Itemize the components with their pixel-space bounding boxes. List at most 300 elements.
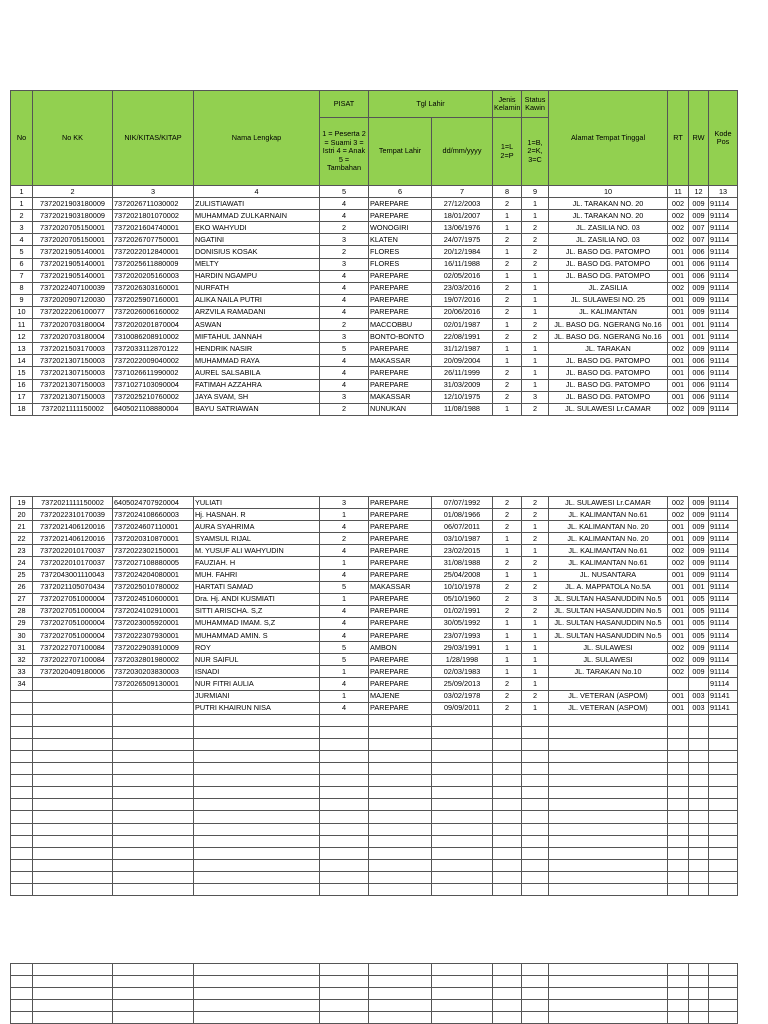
header-kode-pos: Kode Pos bbox=[709, 91, 738, 186]
cell-nik bbox=[113, 976, 194, 988]
cell-jenis-kelamin bbox=[493, 835, 522, 847]
cell-jenis-kelamin: 1 bbox=[493, 654, 522, 666]
cell-rw: 006 bbox=[689, 355, 709, 367]
cell-no: 14 bbox=[11, 355, 33, 367]
cell-rt: 002 bbox=[668, 557, 689, 569]
cell-tgl-lahir: 07/07/1992 bbox=[432, 497, 493, 509]
cell-rw bbox=[689, 884, 709, 896]
table-row bbox=[11, 343, 738, 355]
cell-alamat bbox=[549, 678, 668, 690]
cell-no-kk bbox=[33, 763, 113, 775]
cell-no: 22 bbox=[11, 533, 33, 545]
cell-alamat: JL. SULAWESI bbox=[549, 642, 668, 654]
cell-nama bbox=[194, 847, 320, 859]
cell-no bbox=[11, 702, 33, 714]
cell-tgl-lahir bbox=[432, 976, 493, 988]
cell-status-kawin: 2 bbox=[522, 497, 549, 509]
cell-no-kk bbox=[33, 811, 113, 823]
table-row bbox=[11, 642, 738, 654]
cell-alamat: JL. SULAWESI Lr.CAMAR bbox=[549, 403, 668, 415]
cell-nik bbox=[113, 859, 194, 871]
cell-alamat: JL. A. MAPPATOLA No.5A bbox=[549, 581, 668, 593]
cell-no bbox=[11, 714, 33, 726]
cell-no-kk: 7372021406120016 bbox=[33, 521, 113, 533]
cell-status-kawin bbox=[522, 1000, 549, 1012]
cell-no-kk: 7372027051000004 bbox=[33, 617, 113, 629]
cell-tgl-lahir bbox=[432, 714, 493, 726]
table-row bbox=[11, 654, 738, 666]
cell-kode-pos bbox=[709, 976, 738, 988]
cell-jenis-kelamin: 1 bbox=[493, 545, 522, 557]
cell-no bbox=[11, 690, 33, 702]
cell-nik: 7372024102910001 bbox=[113, 605, 194, 617]
header-nama-lengkap: Nama Lengkap bbox=[194, 91, 320, 186]
cell-tempat-lahir: PAREPARE bbox=[369, 678, 432, 690]
cell-rw bbox=[689, 726, 709, 738]
cell-rt: 002 bbox=[668, 234, 689, 246]
data-table-page-3 bbox=[10, 963, 738, 1024]
cell-rw bbox=[689, 835, 709, 847]
cell-jenis-kelamin bbox=[493, 884, 522, 896]
cell-jenis-kelamin: 2 bbox=[493, 306, 522, 318]
cell-alamat: JL. BASO DG. PATOMPO bbox=[549, 270, 668, 282]
cell-no: 19 bbox=[11, 497, 33, 509]
cell-tempat-lahir: PAREPARE bbox=[369, 270, 432, 282]
cell-nama: PUTRI KHAIRUN NISA bbox=[194, 702, 320, 714]
cell-kode-pos: 91114 bbox=[709, 545, 738, 557]
cell-tgl-lahir: 20/12/1984 bbox=[432, 246, 493, 258]
cell-nik bbox=[113, 714, 194, 726]
cell-rw bbox=[689, 678, 709, 690]
cell-tempat-lahir: MAJENE bbox=[369, 690, 432, 702]
cell-tgl-lahir bbox=[432, 847, 493, 859]
header-no: No bbox=[11, 91, 33, 186]
cell-nik: 7372024108660003 bbox=[113, 509, 194, 521]
cell-no-kk bbox=[33, 678, 113, 690]
cell-rw bbox=[689, 775, 709, 787]
cell-tgl-lahir: 24/07/1975 bbox=[432, 234, 493, 246]
cell-alamat: JL. BASO DG. PATOMPO bbox=[549, 258, 668, 270]
cell-rt bbox=[668, 811, 689, 823]
cell-status-kawin: 3 bbox=[522, 391, 549, 403]
cell-no-kk: 7372022407100039 bbox=[33, 282, 113, 294]
cell-status-kawin: 1 bbox=[522, 210, 549, 222]
cell-rt: 002 bbox=[668, 222, 689, 234]
cell-no-kk: 7372021905140001 bbox=[33, 246, 113, 258]
cell-tgl-lahir: 20/09/2004 bbox=[432, 355, 493, 367]
cell-tgl-lahir: 01/02/1991 bbox=[432, 605, 493, 617]
table-row bbox=[11, 533, 738, 545]
cell-no-kk: 7372021307150003 bbox=[33, 355, 113, 367]
cell-rw bbox=[689, 871, 709, 883]
cell-rw bbox=[689, 1000, 709, 1012]
column-number: 4 bbox=[194, 186, 320, 198]
cell-no: 5 bbox=[11, 246, 33, 258]
cell-no: 2 bbox=[11, 210, 33, 222]
cell-nama bbox=[194, 835, 320, 847]
cell-tgl-lahir: 02/01/1987 bbox=[432, 319, 493, 331]
cell-alamat: JL. ZASILIA bbox=[549, 282, 668, 294]
cell-kode-pos: 91114 bbox=[709, 198, 738, 210]
cell-no: 16 bbox=[11, 379, 33, 391]
cell-kode-pos: 91114 bbox=[709, 306, 738, 318]
column-number: 8 bbox=[493, 186, 522, 198]
cell-rt: 002 bbox=[668, 210, 689, 222]
cell-nama: NGATINI bbox=[194, 234, 320, 246]
cell-alamat: JL. VETERAN (ASPOM) bbox=[549, 690, 668, 702]
cell-jenis-kelamin: 2 bbox=[493, 294, 522, 306]
cell-jenis-kelamin bbox=[493, 1000, 522, 1012]
cell-no: 32 bbox=[11, 654, 33, 666]
cell-tgl-lahir: 23/02/2015 bbox=[432, 545, 493, 557]
cell-status-kawin bbox=[522, 714, 549, 726]
cell-tgl-lahir: 05/10/1960 bbox=[432, 593, 493, 605]
cell-alamat bbox=[549, 787, 668, 799]
cell-jenis-kelamin bbox=[493, 799, 522, 811]
cell-rw: 009 bbox=[689, 666, 709, 678]
cell-rw: 001 bbox=[689, 331, 709, 343]
cell-tgl-lahir: 27/12/2003 bbox=[432, 198, 493, 210]
cell-rw: 009 bbox=[689, 545, 709, 557]
cell-rt: 002 bbox=[668, 545, 689, 557]
cell-kode-pos bbox=[709, 775, 738, 787]
cell-jenis-kelamin: 1 bbox=[493, 319, 522, 331]
cell-tempat-lahir: PAREPARE bbox=[369, 210, 432, 222]
cell-pisat bbox=[320, 714, 369, 726]
cell-alamat bbox=[549, 823, 668, 835]
cell-nik bbox=[113, 763, 194, 775]
cell-jenis-kelamin bbox=[493, 726, 522, 738]
cell-kode-pos: 91141 bbox=[709, 690, 738, 702]
cell-tgl-lahir: 29/03/1991 bbox=[432, 642, 493, 654]
cell-status-kawin: 1 bbox=[522, 654, 549, 666]
cell-rw: 003 bbox=[689, 690, 709, 702]
cell-tempat-lahir: PAREPARE bbox=[369, 509, 432, 521]
cell-status-kawin bbox=[522, 964, 549, 976]
cell-rt: 001 bbox=[668, 294, 689, 306]
cell-tgl-lahir: 22/08/1991 bbox=[432, 331, 493, 343]
cell-rt: 001 bbox=[668, 581, 689, 593]
cell-jenis-kelamin: 2 bbox=[493, 497, 522, 509]
cell-tempat-lahir bbox=[369, 799, 432, 811]
cell-jenis-kelamin: 1 bbox=[493, 343, 522, 355]
cell-no bbox=[11, 988, 33, 1000]
cell-kode-pos: 91114 bbox=[709, 642, 738, 654]
cell-rt bbox=[668, 964, 689, 976]
cell-pisat bbox=[320, 859, 369, 871]
cell-nik: 7372024510600001 bbox=[113, 593, 194, 605]
cell-rt bbox=[668, 835, 689, 847]
cell-status-kawin: 1 bbox=[522, 617, 549, 629]
cell-no: 21 bbox=[11, 521, 33, 533]
cell-status-kawin bbox=[522, 976, 549, 988]
cell-alamat: JL. TARAKAN NO. 20 bbox=[549, 210, 668, 222]
table-row bbox=[11, 702, 738, 714]
cell-jenis-kelamin bbox=[493, 714, 522, 726]
cell-alamat: JL. SULTAN HASANUDDIN No.5 bbox=[549, 630, 668, 642]
cell-tempat-lahir bbox=[369, 738, 432, 750]
cell-kode-pos: 91114 bbox=[709, 258, 738, 270]
cell-pisat: 2 bbox=[320, 246, 369, 258]
cell-tgl-lahir: 23/07/1993 bbox=[432, 630, 493, 642]
cell-alamat bbox=[549, 738, 668, 750]
cell-no: 4 bbox=[11, 234, 33, 246]
cell-tgl-lahir bbox=[432, 859, 493, 871]
cell-status-kawin: 1 bbox=[522, 198, 549, 210]
cell-alamat: JL. BASO DG. PATOMPO bbox=[549, 246, 668, 258]
cell-no: 8 bbox=[11, 282, 33, 294]
cell-kode-pos: 91114 bbox=[709, 355, 738, 367]
cell-tempat-lahir: PAREPARE bbox=[369, 379, 432, 391]
cell-status-kawin bbox=[522, 859, 549, 871]
header-pisat-legend: 1 = Peserta 2 = Suami 3 = Istri 4 = Anak 5 = Tambahan bbox=[320, 118, 369, 186]
cell-jenis-kelamin bbox=[493, 964, 522, 976]
cell-rw: 001 bbox=[689, 319, 709, 331]
cell-nama: MIFTAHUL JANNAH bbox=[194, 331, 320, 343]
cell-kode-pos bbox=[709, 714, 738, 726]
cell-status-kawin: 2 bbox=[522, 690, 549, 702]
cell-nik: 7372025907160001 bbox=[113, 294, 194, 306]
cell-pisat: 4 bbox=[320, 678, 369, 690]
cell-rw: 009 bbox=[689, 642, 709, 654]
cell-no-kk: 7372022010170037 bbox=[33, 557, 113, 569]
cell-no: 28 bbox=[11, 605, 33, 617]
cell-no bbox=[11, 835, 33, 847]
cell-jenis-kelamin: 1 bbox=[493, 270, 522, 282]
cell-no-kk bbox=[33, 976, 113, 988]
cell-pisat bbox=[320, 763, 369, 775]
cell-rt: 002 bbox=[668, 198, 689, 210]
cell-alamat: JL. SULAWESI Lr.CAMAR bbox=[549, 497, 668, 509]
cell-alamat: JL. KALIMANTAN No. 20 bbox=[549, 533, 668, 545]
cell-status-kawin: 1 bbox=[522, 678, 549, 690]
cell-rt bbox=[668, 976, 689, 988]
cell-status-kawin: 1 bbox=[522, 367, 549, 379]
cell-alamat: JL. BASO DG. NGERANG No.16 bbox=[549, 319, 668, 331]
cell-tempat-lahir: PAREPARE bbox=[369, 569, 432, 581]
cell-rt: 001 bbox=[668, 270, 689, 282]
cell-no bbox=[11, 976, 33, 988]
cell-tempat-lahir: PAREPARE bbox=[369, 666, 432, 678]
table-row bbox=[11, 1000, 738, 1012]
cell-pisat: 2 bbox=[320, 533, 369, 545]
header-no-kk: No KK bbox=[33, 91, 113, 186]
table-row bbox=[11, 379, 738, 391]
cell-pisat: 5 bbox=[320, 343, 369, 355]
cell-tempat-lahir: PAREPARE bbox=[369, 306, 432, 318]
cell-pisat: 4 bbox=[320, 294, 369, 306]
cell-tgl-lahir: 31/03/2009 bbox=[432, 379, 493, 391]
cell-nik: 6405021108880004 bbox=[113, 403, 194, 415]
cell-status-kawin bbox=[522, 884, 549, 896]
cell-status-kawin bbox=[522, 835, 549, 847]
cell-status-kawin bbox=[522, 726, 549, 738]
cell-rt: 001 bbox=[668, 379, 689, 391]
table-row bbox=[11, 331, 738, 343]
cell-no bbox=[11, 799, 33, 811]
cell-tgl-lahir: 1/28/1998 bbox=[432, 654, 493, 666]
cell-no bbox=[11, 847, 33, 859]
cell-alamat bbox=[549, 884, 668, 896]
cell-nama: MUHAMMAD AMIN. S bbox=[194, 630, 320, 642]
cell-jenis-kelamin: 2 bbox=[493, 258, 522, 270]
cell-no-kk bbox=[33, 988, 113, 1000]
cell-status-kawin: 1 bbox=[522, 270, 549, 282]
cell-no: 33 bbox=[11, 666, 33, 678]
cell-status-kawin: 2 bbox=[522, 509, 549, 521]
cell-tempat-lahir bbox=[369, 835, 432, 847]
cell-pisat bbox=[320, 823, 369, 835]
cell-kode-pos bbox=[709, 988, 738, 1000]
header-nik: NIK/KITAS/KITAP bbox=[113, 91, 194, 186]
cell-no-kk bbox=[33, 859, 113, 871]
header-sk-legend: 1=B, 2=K, 3=C bbox=[522, 118, 549, 186]
cell-no: 15 bbox=[11, 367, 33, 379]
cell-status-kawin: 2 bbox=[522, 258, 549, 270]
cell-tempat-lahir: PAREPARE bbox=[369, 367, 432, 379]
cell-tgl-lahir: 11/08/1988 bbox=[432, 403, 493, 415]
cell-nik: 7372026711030002 bbox=[113, 198, 194, 210]
cell-alamat: JL. SULTAN HASANUDDIN No.5 bbox=[549, 605, 668, 617]
cell-rw: 009 bbox=[689, 521, 709, 533]
cell-nama: MUHAMMAD ZULKARNAIN bbox=[194, 210, 320, 222]
cell-nama: SITTI ARISCHA. S,Z bbox=[194, 605, 320, 617]
cell-tempat-lahir bbox=[369, 1012, 432, 1024]
cell-no bbox=[11, 738, 33, 750]
cell-tgl-lahir bbox=[432, 964, 493, 976]
cell-rt: 001 bbox=[668, 569, 689, 581]
table-row bbox=[11, 884, 738, 896]
cell-rw bbox=[689, 1012, 709, 1024]
cell-kode-pos: 91114 bbox=[709, 379, 738, 391]
cell-rt: 002 bbox=[668, 666, 689, 678]
cell-kode-pos bbox=[709, 799, 738, 811]
data-table-page-1 bbox=[10, 90, 738, 416]
cell-kode-pos: 91114 bbox=[709, 331, 738, 343]
data-table-page-2 bbox=[10, 496, 738, 896]
cell-pisat bbox=[320, 884, 369, 896]
cell-pisat: 5 bbox=[320, 642, 369, 654]
table-row bbox=[11, 1012, 738, 1024]
cell-jenis-kelamin bbox=[493, 763, 522, 775]
cell-status-kawin bbox=[522, 787, 549, 799]
table-row bbox=[11, 355, 738, 367]
cell-tgl-lahir bbox=[432, 835, 493, 847]
cell-no-kk bbox=[33, 835, 113, 847]
cell-alamat bbox=[549, 847, 668, 859]
table-row bbox=[11, 258, 738, 270]
cell-tempat-lahir: PAREPARE bbox=[369, 593, 432, 605]
cell-rt: 001 bbox=[668, 593, 689, 605]
cell-no: 11 bbox=[11, 319, 33, 331]
cell-nik: 7372023005920001 bbox=[113, 617, 194, 629]
header-date-format: dd/mm/yyyy bbox=[432, 118, 493, 186]
cell-no-kk bbox=[33, 823, 113, 835]
cell-no: 34 bbox=[11, 678, 33, 690]
cell-nama: JURMIANI bbox=[194, 690, 320, 702]
cell-pisat: 5 bbox=[320, 581, 369, 593]
cell-jenis-kelamin: 2 bbox=[493, 509, 522, 521]
cell-nama bbox=[194, 750, 320, 762]
cell-rw: 007 bbox=[689, 222, 709, 234]
table-row bbox=[11, 557, 738, 569]
cell-no-kk: 7372021503170003 bbox=[33, 343, 113, 355]
cell-jenis-kelamin: 1 bbox=[493, 569, 522, 581]
cell-kode-pos bbox=[709, 859, 738, 871]
table-row bbox=[11, 787, 738, 799]
cell-nama: MELTY bbox=[194, 258, 320, 270]
cell-nik: 7372020205160003 bbox=[113, 270, 194, 282]
cell-rt bbox=[668, 763, 689, 775]
cell-nama: NUR SAIFUL bbox=[194, 654, 320, 666]
cell-rt bbox=[668, 714, 689, 726]
cell-rw bbox=[689, 976, 709, 988]
cell-jenis-kelamin: 2 bbox=[493, 581, 522, 593]
cell-nama bbox=[194, 1012, 320, 1024]
cell-jenis-kelamin bbox=[493, 847, 522, 859]
cell-nik: 7372020201870004 bbox=[113, 319, 194, 331]
cell-pisat: 4 bbox=[320, 282, 369, 294]
cell-pisat: 3 bbox=[320, 497, 369, 509]
cell-tempat-lahir: PAREPARE bbox=[369, 654, 432, 666]
table-row bbox=[11, 690, 738, 702]
column-number-row bbox=[11, 186, 738, 198]
cell-nik: 7310086208910002 bbox=[113, 331, 194, 343]
cell-no bbox=[11, 1000, 33, 1012]
cell-pisat: 4 bbox=[320, 702, 369, 714]
cell-alamat: JL. ZASILIA NO. 03 bbox=[549, 234, 668, 246]
cell-no-kk: 7372022010170037 bbox=[33, 545, 113, 557]
cell-no bbox=[11, 823, 33, 835]
cell-status-kawin: 2 bbox=[522, 222, 549, 234]
cell-kode-pos: 91114 bbox=[709, 654, 738, 666]
cell-nik bbox=[113, 799, 194, 811]
cell-jenis-kelamin: 1 bbox=[493, 642, 522, 654]
column-number: 11 bbox=[668, 186, 689, 198]
cell-status-kawin: 1 bbox=[522, 282, 549, 294]
cell-jenis-kelamin bbox=[493, 976, 522, 988]
cell-nik bbox=[113, 823, 194, 835]
cell-no-kk bbox=[33, 738, 113, 750]
cell-rw: 009 bbox=[689, 343, 709, 355]
cell-rt: 001 bbox=[668, 246, 689, 258]
cell-rw: 006 bbox=[689, 391, 709, 403]
cell-tgl-lahir: 31/12/1987 bbox=[432, 343, 493, 355]
cell-tempat-lahir bbox=[369, 775, 432, 787]
cell-tgl-lahir bbox=[432, 1000, 493, 1012]
cell-tempat-lahir: PAREPARE bbox=[369, 557, 432, 569]
cell-status-kawin: 2 bbox=[522, 557, 549, 569]
cell-nik bbox=[113, 1012, 194, 1024]
cell-no-kk: 7372021105070434 bbox=[33, 581, 113, 593]
cell-rt: 001 bbox=[668, 605, 689, 617]
cell-tgl-lahir bbox=[432, 787, 493, 799]
cell-no-kk bbox=[33, 847, 113, 859]
cell-tgl-lahir bbox=[432, 1012, 493, 1024]
cell-jenis-kelamin: 2 bbox=[493, 605, 522, 617]
cell-no: 30 bbox=[11, 630, 33, 642]
cell-tgl-lahir: 23/03/2016 bbox=[432, 282, 493, 294]
cell-tgl-lahir: 25/09/2013 bbox=[432, 678, 493, 690]
cell-pisat bbox=[320, 871, 369, 883]
cell-rt: 001 bbox=[668, 702, 689, 714]
cell-kode-pos bbox=[709, 811, 738, 823]
cell-tgl-lahir bbox=[432, 823, 493, 835]
cell-no: 26 bbox=[11, 581, 33, 593]
table-row bbox=[11, 403, 738, 415]
cell-nama bbox=[194, 964, 320, 976]
cell-rt: 001 bbox=[668, 630, 689, 642]
